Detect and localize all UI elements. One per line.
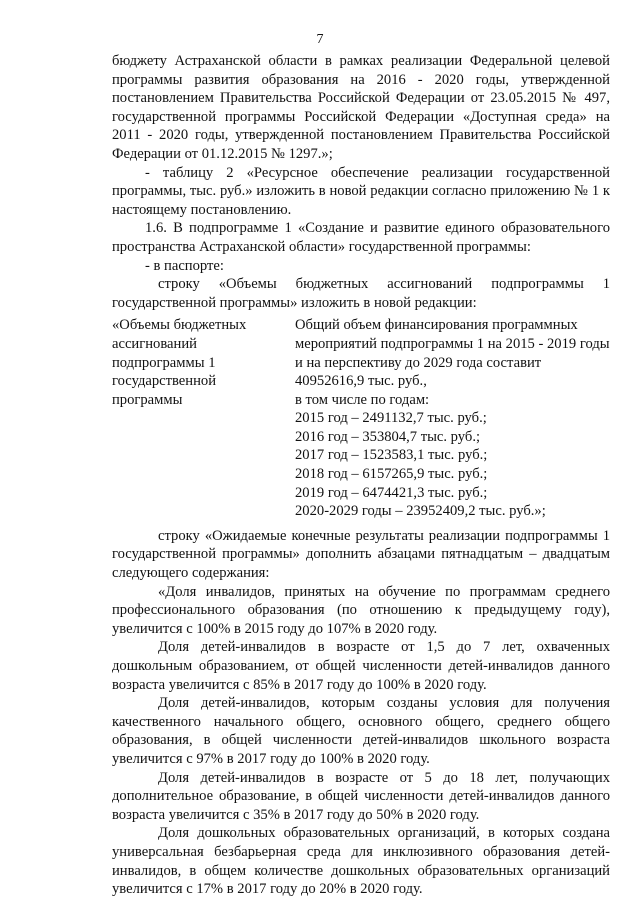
document-body	[112, 52, 610, 899]
paragraph-budget-continuation: бюджету Астраханской области в рамках реализации Федеральной целевой программы развития образования на 2016 - 2020 годы, утвержденной постановлением Правительства Российской Федерации от 23.05.2015 № 497, государственной программы Российской Федерации «Доступная среда» на 2011 - 2020 годы, утвержденной постановлением Правительства Российской Федерации от 01.12.2015 № 1297.»;	[112, 53, 610, 162]
year-line-2016: 2016 год – 353804,7 тыс. руб.;	[295, 428, 481, 445]
paragraph-table-2: - таблицу 2 «Ресурсное обеспечение реализации государственной программы, тыс. руб.» изложить в новой редакции согласно приложению № 1 к настоящему постановлению.	[112, 164, 610, 218]
paragraph-budget-line: строку «Объемы бюджетных ассигнований подпрограммы 1 государственной программы» изложить в новой редакции:	[112, 276, 610, 311]
year-line-2015: 2015 год – 2491132,7 тыс. руб.;	[295, 410, 487, 427]
year-line-2020-2029: 2020-2029 годы – 23952409,2 тыс. руб.»;	[295, 503, 546, 520]
paragraph-barrier-free: Доля дошкольных образовательных организаций, в которых создана универсальная безбарьерная среда для инклюзивного образования детей-инвалидов, в общем количестве дошкольных образовательных организаций увеличится с 17% в 2017 году до 20% в 2020 году.	[112, 825, 610, 898]
paragraph-in-passport: - в паспорте:	[145, 257, 224, 274]
table-right-cell	[295, 316, 610, 521]
year-line-2017: 2017 год – 1523583,1 тыс. руб.;	[295, 447, 488, 464]
paragraph-preschool-disabled: Доля детей-инвалидов в возрасте от 1,5 до 7 лет, охваченных дошкольным образованием, от общей численности детей-инвалидов данного возраста увеличится с 85% в 2017 году до 100% в 2020 году.	[112, 639, 610, 693]
table-right-by-years: в том числе по годам:	[295, 391, 430, 408]
year-line-2018: 2018 год – 6157265,9 тыс. руб.;	[295, 466, 488, 483]
page-number: 7	[316, 32, 324, 47]
paragraph-general-education: Доля детей-инвалидов, которым созданы условия для получения качественного начального общего, основного общего, среднего общего образования, в общей численности детей-инвалидов школьного возраста увеличится с 97% в 2017 году до 100% в 2020 году.	[112, 695, 610, 767]
table-left-cell: «Объемы бюджетных ассигнований подпрограммы 1 государственной программы	[112, 317, 247, 408]
paragraph-section-1-6: 1.6. В подпрограмме 1 «Создание и развитие единого образовательного пространства Астраханской области» государственной программы:	[112, 220, 610, 255]
paragraph-disabled-spo: «Доля инвалидов, принятых на обучение по программам среднего профессионального образования (по отношению к предыдущему году), увеличится с 100% в 2015 году до 107% в 2020 году.	[112, 583, 610, 637]
paragraph-expected-results: строку «Ожидаемые конечные результаты реализации подпрограммы 1 государственной программы» дополнить абзацами пятнадцатым – двадцатым следующего содержания:	[112, 527, 610, 582]
year-line-2019: 2019 год – 6474421,3 тыс. руб.;	[295, 484, 488, 501]
table-right-intro: Общий объем финансирования программных мероприятий подпрограммы 1 на 2015 - 2019 годы и на перспективу до 2029 года составит 40952616,9 тыс. руб.,	[295, 317, 610, 390]
paragraph-additional-education: Доля детей-инвалидов в возрасте от 5 до 18 лет, получающих дополнительное образование, в общей численности детей-инвалидов данного возраста увеличится с 35% в 2017 году до 50% в 2020 году.	[112, 769, 610, 823]
budget-allocation-table	[112, 316, 610, 521]
